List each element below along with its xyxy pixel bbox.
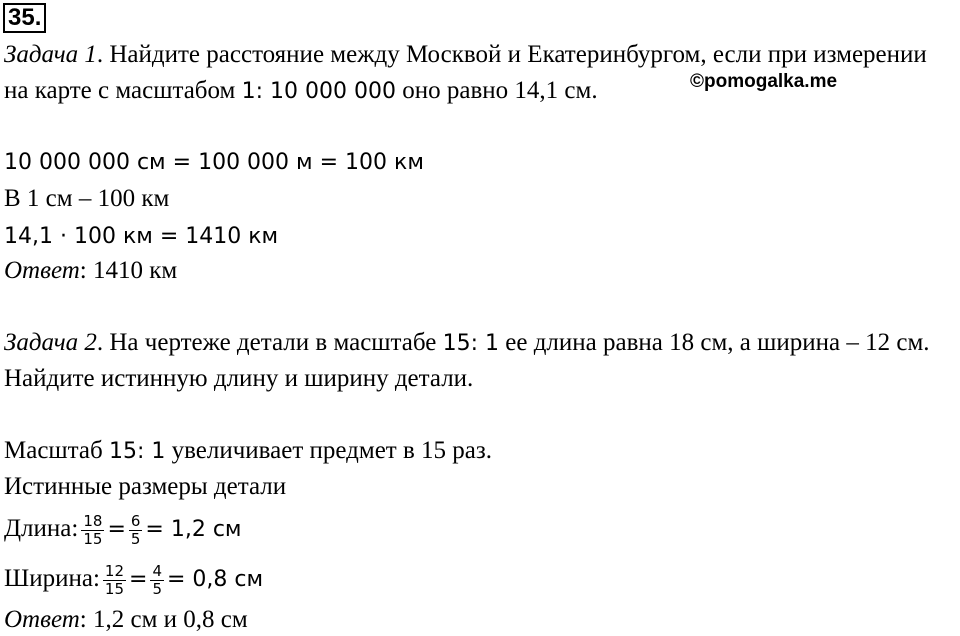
task2-text1b: ее длина равна 18 см, а ширина – 12 см. bbox=[499, 329, 930, 356]
width-frac2-num: 4 bbox=[152, 561, 162, 580]
task2-sol1-scale: 15: 1 bbox=[108, 439, 166, 464]
task1-text2b: оно равно 14,1 см. bbox=[396, 77, 598, 104]
task1-label: Задача 1 bbox=[4, 41, 97, 68]
task2-sol2: Истинные размеры детали bbox=[4, 473, 287, 500]
length-frac2-den: 5 bbox=[130, 529, 141, 548]
width-frac1-num: 12 bbox=[104, 561, 124, 580]
task2-sol1 bbox=[4, 436, 492, 467]
length-frac1-den: 15 bbox=[83, 529, 103, 548]
task1-line2 bbox=[4, 76, 598, 107]
task2-line1 bbox=[4, 328, 930, 359]
width-result: = 0,8 см bbox=[166, 567, 264, 592]
task2-answer-value: : 1,2 см и 0,8 см bbox=[79, 606, 248, 633]
task2-line2: Найдите истинную длину и ширину детали. bbox=[4, 365, 474, 392]
task1-text2a: на карте с масштабом bbox=[4, 77, 242, 104]
length-frac2-num: 6 bbox=[130, 511, 141, 530]
width-frac2-den: 5 bbox=[152, 579, 162, 598]
length-label: Длина: bbox=[4, 515, 79, 542]
length-eq: = bbox=[107, 517, 126, 542]
width-eq: = bbox=[129, 567, 148, 592]
width-fraction-1 bbox=[103, 563, 126, 598]
task2-text1a: . На чертеже детали в масштабе bbox=[96, 329, 443, 356]
width-label: Ширина: bbox=[4, 565, 100, 592]
task1-calc2: В 1 см – 100 км bbox=[4, 185, 170, 212]
task1-answer-label: Ответ bbox=[4, 257, 80, 284]
task1-line1 bbox=[4, 40, 927, 70]
problem-number: 35. bbox=[3, 3, 46, 33]
length-line bbox=[4, 508, 242, 551]
task2-answer-label: Ответ bbox=[4, 606, 80, 633]
task1-answer bbox=[4, 256, 177, 286]
task2-answer bbox=[4, 605, 248, 635]
width-line bbox=[4, 558, 263, 601]
task1-text1: . Найдите расстояние между Москвой и Екатеринбургом, если при измерении bbox=[96, 41, 927, 68]
length-result: = 1,2 см bbox=[145, 517, 242, 542]
watermark: ©pomogalka.me bbox=[690, 71, 838, 92]
width-fraction-2 bbox=[150, 563, 164, 598]
task1-scale: 1: 10 000 000 bbox=[241, 79, 396, 104]
task2-sol1a: Масштаб bbox=[4, 437, 109, 464]
task2-scale: 15: 1 bbox=[442, 331, 500, 356]
task2-sol1b: увеличивает предмет в 15 раз. bbox=[165, 437, 493, 464]
task2-label: Задача 2 bbox=[4, 329, 97, 356]
task1-answer-value: : 1410 км bbox=[79, 257, 178, 284]
length-fraction-2 bbox=[129, 513, 143, 548]
task1-calc1: 10 000 000 см = 100 000 м = 100 км bbox=[4, 150, 424, 175]
length-fraction-1 bbox=[81, 513, 104, 548]
width-frac1-den: 15 bbox=[104, 579, 124, 598]
length-frac1-num: 18 bbox=[83, 511, 103, 530]
task1-calc3: 14,1 · 100 км = 1410 км bbox=[4, 224, 279, 249]
